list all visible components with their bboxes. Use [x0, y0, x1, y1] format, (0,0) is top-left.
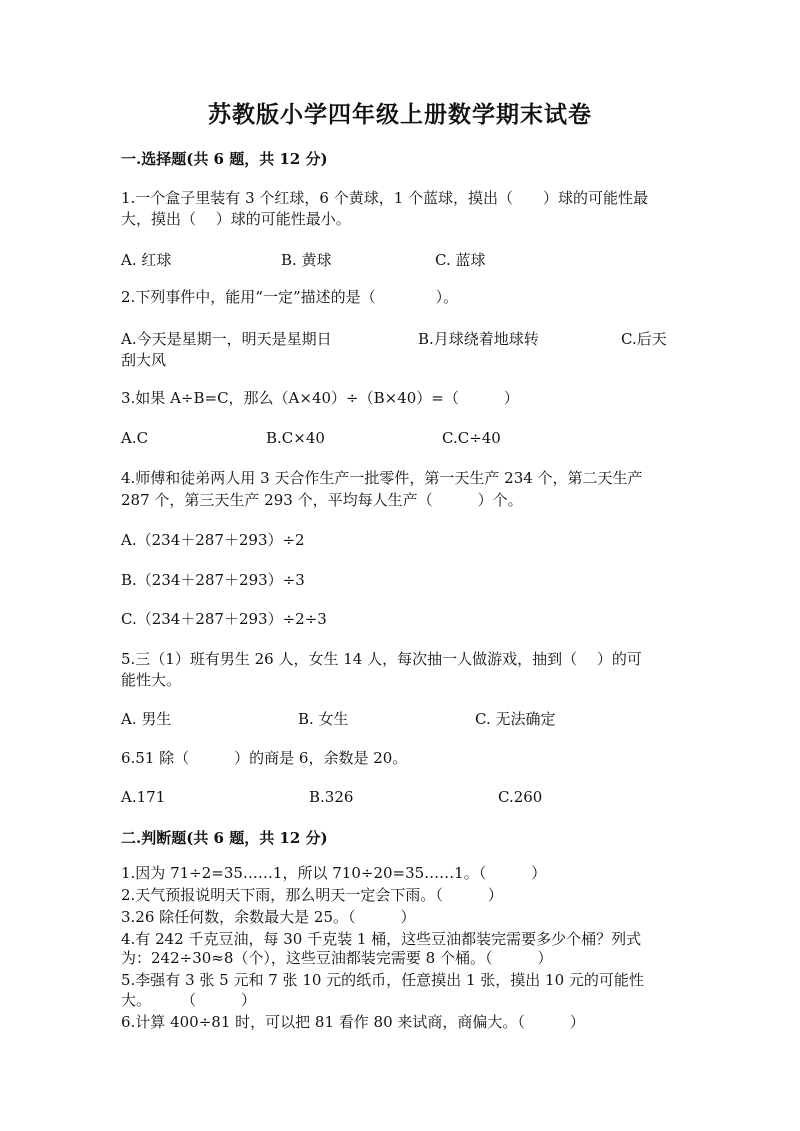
question-5-line-1: 5.三（1）班有男生 26 人，女生 14 人，每次抽一人做游戏，抽到（ ）的可 [121, 650, 642, 668]
question-6-option-c: C.260 [498, 788, 543, 806]
question-1-option-a: A. 红球 [121, 251, 172, 269]
question-5-option-a: A. 男生 [121, 710, 172, 728]
question-6-option-b: B.326 [309, 788, 354, 806]
question-5-option-b: B. 女生 [298, 710, 349, 728]
question-4-line-2: 287 个，第三天生产 293 个，平均每人生产（ ）个。 [121, 491, 523, 509]
question-3-line-1: 3.如果 A÷B=C，那么（A×40）÷（B×40）=（ ） [121, 389, 519, 407]
question-2-option-c-continued: 刮大风 [121, 351, 167, 369]
question-2-option-b: B.月球绕着地球转 [418, 330, 539, 348]
question-4-line-1: 4.师傅和徒弟两人用 3 天合作生产一批零件，第一天生产 234 个，第二天生产 [121, 469, 643, 487]
question-6-line-1: 6.51 除（ ）的商是 6，余数是 20。 [121, 749, 408, 767]
judgment-line-5-continued: 大。 （ ） [121, 991, 257, 1009]
question-3-option-a: A.C [121, 429, 149, 447]
question-2-option-a: A.今天是星期一，明天是星期日 [121, 330, 332, 348]
question-1-line-2: 大，摸出（ ）球的可能性最小。 [121, 210, 351, 228]
judgment-line-5: 5.李强有 3 张 5 元和 7 张 10 元的纸币，任意摸出 1 张，摸出 10 元的可能性 [121, 971, 644, 989]
section-heading-judgment: 二.判断题(共 6 题，共 12 分) [121, 829, 328, 847]
judgment-line-4: 4.有 242 千克豆油，每 30 千克装 1 桶，这些豆油都装完需要多少个桶？列式 [121, 930, 642, 948]
judgment-line-6: 6.计算 400÷81 时，可以把 81 看作 80 来试商，商偏大。（ ） [121, 1013, 585, 1031]
question-6-option-a: A.171 [121, 788, 166, 806]
judgment-line-3: 3.26 除任何数，余数最大是 25。（ ） [121, 908, 416, 926]
question-2-option-c: C.后天 [621, 330, 667, 348]
question-4-option-b: B.（234＋287＋293）÷3 [121, 571, 305, 589]
judgment-line-2: 2.天气预报说明天下雨，那么明天一定会下雨。（ ） [121, 886, 503, 904]
section-heading-choice: 一.选择题(共 6 题，共 12 分) [121, 150, 328, 168]
question-2-line-1: 2.下列事件中，能用“一定”描述的是（ ）。 [121, 288, 459, 306]
judgment-line-4-continued: 为：242÷30≈8（个），这些豆油都装完需要 8 个桶。（ ） [121, 949, 553, 967]
question-4-option-c: C.（234＋287＋293）÷2÷3 [121, 610, 327, 628]
question-1-option-b: B. 黄球 [281, 251, 332, 269]
question-4-option-a: A.（234＋287＋293）÷2 [121, 531, 305, 549]
page-title: 苏教版小学四年级上册数学期末试卷 [208, 101, 592, 128]
judgment-line-1: 1.因为 71÷2=35……1，所以 710÷20=35……1。（ ） [121, 864, 547, 882]
question-1-option-c: C. 蓝球 [435, 251, 486, 269]
question-1-line-1: 1.一个盒子里装有 3 个红球，6 个黄球，1 个蓝球，摸出（ ）球的可能性最 [121, 189, 649, 207]
question-5-line-2: 能性大。 [121, 671, 182, 689]
question-3-option-c: C.C÷40 [442, 429, 501, 447]
question-3-option-b: B.C×40 [266, 429, 325, 447]
question-5-option-c: C. 无法确定 [475, 710, 556, 728]
